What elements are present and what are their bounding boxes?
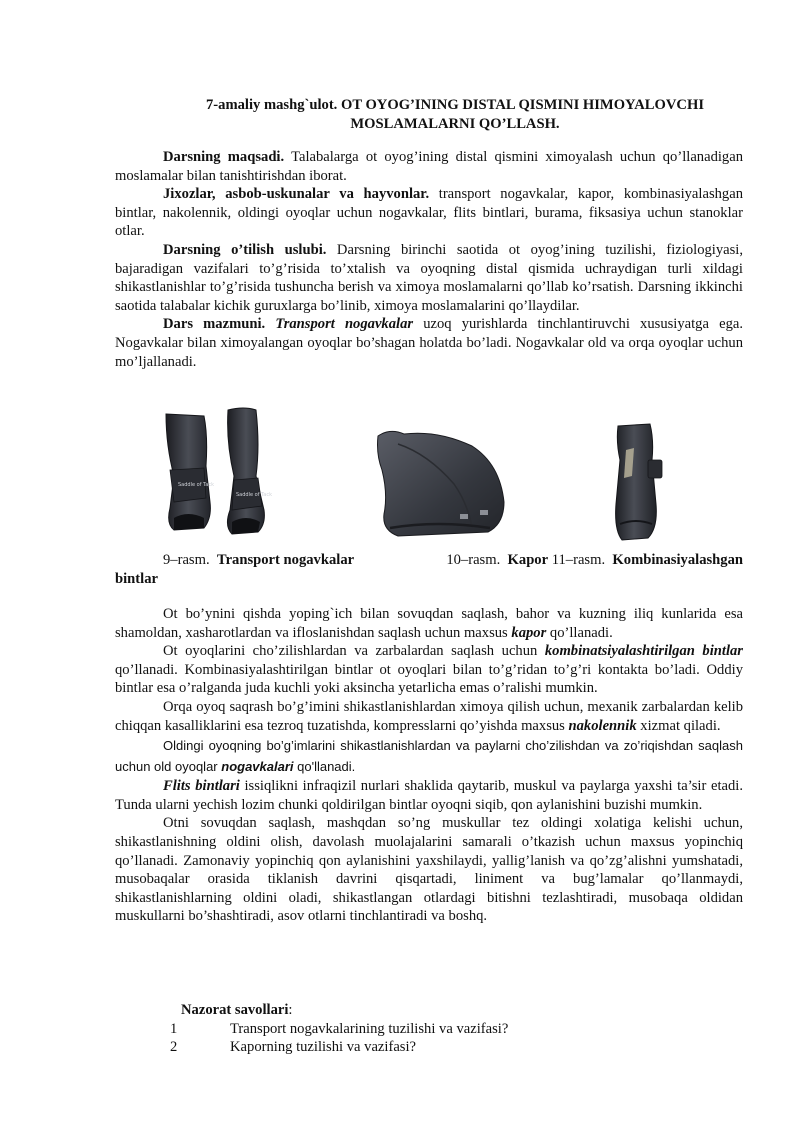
term-flits: Flits bintlari — [163, 778, 240, 795]
caption-fig11-continued: bintlar — [115, 570, 158, 587]
question-item — [115, 1038, 743, 1057]
question-text: Kaporning tuzilishi va vazifasi? — [230, 1039, 417, 1056]
boot-left — [166, 414, 214, 530]
kapor-image — [368, 424, 508, 542]
paragraph-mazmun — [115, 315, 743, 371]
boot-right — [227, 408, 272, 534]
paragraph-jixozlar — [115, 185, 743, 241]
mazmun-text: uzoq yurishlarda tinchlantiruvchi xususiyatga ega. Nogavkalar bilan ximoyalangan oyoqlar bo’shagan holatda bo’ladi. Nogavkalar old va orqa oyoqlar uchun mo’ljallanadi. — [115, 316, 744, 370]
paragraph-uslub — [115, 241, 743, 315]
paragraph-nakolennik: Orqa oyoq saqrash bo’g’imini shikastlanishlardan ximoya qilish uchun, mexanik zarbalardan kelib chiqqan kasalliklarini esa tezroq tuzatishda, kompresslarni qo’yishda maxsus nakolennik xizmat qiladi. — [115, 698, 743, 734]
caption-line — [115, 551, 743, 570]
term-bintlar: kombinatsiyalashtirilgan bintlar — [544, 643, 743, 660]
paragraph-bintlar: Ot oyoqlarini cho’zilishlardan va zarbalardan saqlash uchun kombinatsiyalashtirilgan bintlar qo’llanadi. Kombinasiyalashtirilgan bintlar ot oyoqlari bilan to’g’ridan to’g’ri kontakta bo’ladi. Oddiy bintlar esa o’ralganda juda kuchli yoki aksincha yetarlicha emas o’ralishi mumkin. — [115, 643, 743, 697]
question-item — [115, 1020, 743, 1039]
paragraph-kapor: Ot bo’ynini qishda yoping`ich bilan sovuqdan saqlash, bahor va kuzning iliq kunlarida esa shamoldan, xasharotlardan va ifloslanishdan saqlash uchun maxsus kapor qo’llanadi. — [115, 606, 743, 641]
caption-fig10: 10–rasm. Kapor 11–rasm. Kombinasiyalashgan — [446, 552, 743, 568]
question-number: 2 — [170, 1039, 178, 1056]
caption-fig9: 9–rasm. Transport nogavkalar — [163, 552, 355, 568]
paragraph-yopinchiq: Otni sovuqdan saqlash, mashqdan so’ng muskullar tez oldingi xolatiga kelishi uchun, shikastlanishning oldini olish, davolash muolajalarini samarali o’tkazish uchun maxsus yopinchiq qo’llanadi. Zamonaviy yopinchiq qon aylanishini yaxshilaydi, yallig’lanish va qo’zg’alishni yumshatadi, musobaqalar orasida tiklanish davrini qisqartadi, liniment va bug’lamalar qo’llanmaydi, shikastlanishlarning oldini oladi, shikastlangan otlardagi bitishni tezlashtiradi, musobaqa oldidan muskullarni bo’shashtiradi, asov otlarni tinchlantiradi va boshq. — [115, 815, 743, 925]
paragraph-flits: Flits bintlari issiqlikni infraqizil nurlari shaklida qaytarib, muskul va paylarga yaxshi ta’sir etadi. Tunda ularni yechish lozim chunki qoldirilgan bintlar oyoqni siqib, qon aylanishini buzishi mumkin. — [115, 778, 743, 813]
questions-heading: Nazorat savollari: — [181, 1002, 293, 1018]
title-line-1: 7-amaliy mashg`ulot. OT OYOG’INING DISTAL QISMINI HIMOYALOVCHI — [205, 97, 704, 113]
mazmun-term: Transport nogavkalar — [275, 316, 414, 333]
boot-left-brand: Saddle of Tack — [178, 482, 214, 488]
combination-bandage-image — [608, 420, 672, 544]
boot-right-brand: Saddle of Tack — [236, 492, 272, 498]
term-kapor: kapor — [511, 624, 547, 641]
paragraph-nogavkalari: Oldingi oyoqning bo’g’imlarini shikastlanishlardan va paylarni cho’zilishdan va zo’riqishdan saqlash uchun old oyoqlar nogavkalari qo'llanadi. — [115, 738, 743, 775]
term-nogavkalari: nogavkalari — [221, 759, 294, 775]
figures-row — [0, 400, 800, 545]
uslub-text: Darsning birinchi saotida ot oyog’ining tuzilishi, fiziologiyasi, bajaradigan vazifalari to’g’risida to’xtalish va oyoqning distal qismida uchraydigan turli xildagi shikastlanishlar to’g’risida tushuncha berish va ximoya moslamalarni qo’llab ko’rsatish. Darsning ikkinchi saotida talabalar kichik guruxlarga bo’linib, ximoya moslamalarini qo’llaydilar. — [115, 241, 743, 314]
question-text: Transport nogavkalarining tuzilishi va vazifasi? — [230, 1020, 509, 1037]
maqsad-label: Darsning maqsadi. — [163, 149, 285, 165]
jixozlar-label: Jixozlar, asbob-uskunalar va hayvonlar. — [163, 186, 430, 203]
transport-boots-image — [160, 406, 280, 542]
title-line-2: MOSLAMALARNI QO’LLASH. — [350, 116, 560, 132]
uslub-label: Darsning o’tilish uslubi. — [163, 241, 327, 258]
intro-section — [115, 148, 743, 371]
maqsad-text: Talabalarga ot oyog’ining distal qismini ximoyalash uchun qo’llanadigan moslamalar bilan tanishtirishdan iborat. — [115, 149, 743, 184]
control-questions — [115, 1001, 743, 1057]
term-nakolennik: nakolennik — [568, 717, 637, 734]
paragraph-maqsad — [115, 148, 743, 185]
question-number: 1 — [170, 1020, 178, 1037]
mazmun-label: Dars mazmuni. — [163, 316, 266, 333]
page-title — [150, 96, 760, 134]
jixozlar-text: transport nogavkalar, kapor, kombinasiyalashgan bintlar, nakolennik, oldingi oyoqlar uchun nogavkalar, flits bintlari, burama, fiksasiya uchun stanoklar otlar. — [115, 186, 743, 240]
body-section — [115, 605, 743, 926]
figure-captions — [115, 551, 743, 588]
